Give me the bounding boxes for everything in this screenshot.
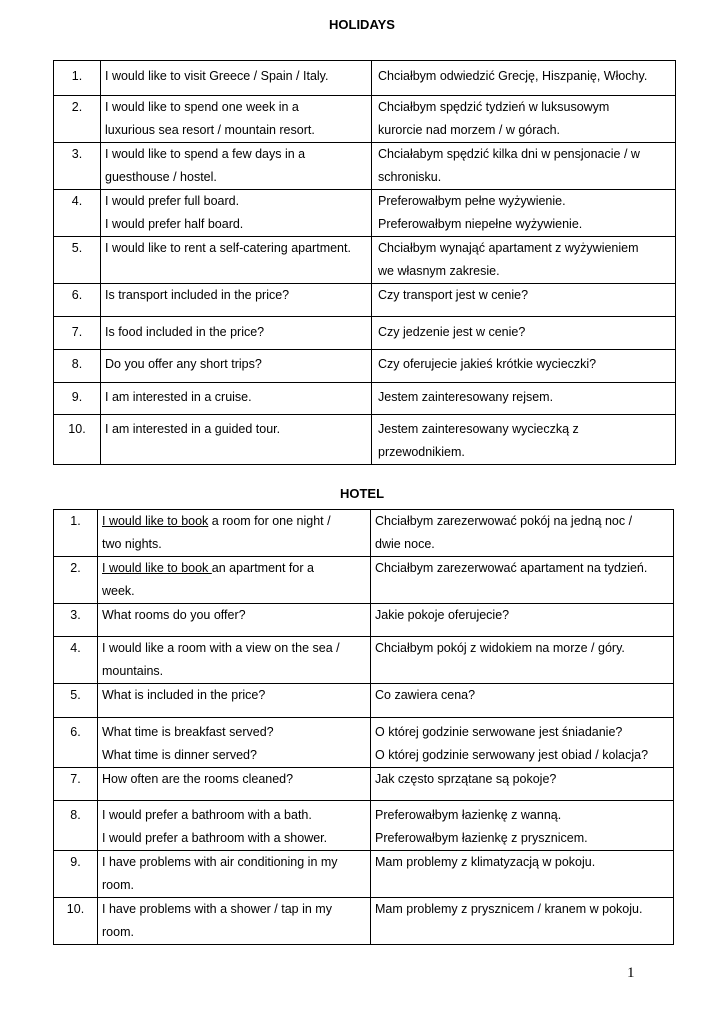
polish-line: Preferowałbym pełne wyżywienie. <box>378 194 566 208</box>
hotel-row <box>54 637 674 684</box>
english-line: guesthouse / hostel. <box>105 170 217 184</box>
holidays-row-number: 6. <box>54 284 101 317</box>
polish-line: Mam problemy z prysznicem / kranem w pokoju. <box>375 902 643 916</box>
holidays-row-number: 5. <box>54 237 101 284</box>
polish-line: Chciałbym zarezerwować pokój na jedną noc / <box>375 514 633 528</box>
holidays-heading: HOLIDAYS <box>329 17 395 32</box>
english-line: week. <box>102 584 135 598</box>
holidays-row-number: 9. <box>54 383 101 415</box>
polish-line: dwie noce. <box>375 537 435 551</box>
holidays-english-phrase <box>101 237 372 284</box>
hotel-row-number: 9. <box>54 851 98 898</box>
holidays-row <box>54 415 676 465</box>
polish-line: Chciałbym odwiedzić Grecję, Hiszpanię, Włochy. <box>378 69 648 83</box>
holidays-polish-translation <box>372 237 676 284</box>
hotel-row <box>54 898 674 945</box>
holidays-polish-translation <box>372 383 676 415</box>
holidays-polish-translation <box>372 61 676 96</box>
holidays-english-phrase <box>101 415 372 465</box>
polish-line: Chciałbym zarezerwować apartament na tydzień. <box>375 561 648 575</box>
english-line: I would prefer a bathroom with a shower. <box>102 831 328 845</box>
polish-line: schronisku. <box>378 170 442 184</box>
polish-line: Jak często sprzątane są pokoje? <box>375 772 557 786</box>
polish-line: Mam problemy z klimatyzacją w pokoju. <box>375 855 596 869</box>
polish-line: przewodnikiem. <box>378 445 465 459</box>
hotel-row-number: 7. <box>54 768 98 801</box>
underlined-phrase: I would like to book <box>102 561 212 575</box>
polish-line: Co zawiera cena? <box>375 688 476 702</box>
hotel-row-number: 2. <box>54 557 98 604</box>
polish-line: Czy transport jest w cenie? <box>378 288 529 302</box>
hotel-table <box>53 509 674 945</box>
hotel-polish-translation <box>371 510 674 557</box>
english-line: I would prefer half board. <box>105 217 244 231</box>
holidays-row <box>54 61 676 96</box>
holidays-row-number: 10. <box>54 415 101 465</box>
hotel-row <box>54 557 674 604</box>
english-line: I have problems with air conditioning in my <box>102 855 338 869</box>
hotel-row-number: 1. <box>54 510 98 557</box>
hotel-row-number: 4. <box>54 637 98 684</box>
hotel-row <box>54 684 674 718</box>
holidays-row-number: 4. <box>54 190 101 237</box>
hotel-row <box>54 604 674 637</box>
underlined-phrase: I would like to book <box>102 514 209 528</box>
english-line: What rooms do you offer? <box>102 608 246 622</box>
hotel-english-phrase <box>98 768 371 801</box>
hotel-english-phrase <box>98 801 371 851</box>
holidays-row-number: 7. <box>54 317 101 350</box>
english-line: luxurious sea resort / mountain resort. <box>105 123 315 137</box>
english-line: I would like a room with a view on the sea / <box>102 641 340 655</box>
english-line: Is food included in the price? <box>105 325 265 339</box>
holidays-polish-translation <box>372 415 676 465</box>
holidays-english-phrase <box>101 317 372 350</box>
hotel-polish-translation <box>371 604 674 637</box>
english-line: two nights. <box>102 537 162 551</box>
english-line: room. <box>102 878 134 892</box>
hotel-english-phrase <box>98 637 371 684</box>
hotel-english-phrase <box>98 851 371 898</box>
polish-line: Czy oferujecie jakieś krótkie wycieczki? <box>378 357 597 371</box>
holidays-row <box>54 350 676 383</box>
holidays-polish-translation <box>372 96 676 143</box>
hotel-row <box>54 768 674 801</box>
hotel-row-number: 3. <box>54 604 98 637</box>
holidays-english-phrase <box>101 383 372 415</box>
holidays-english-phrase <box>101 190 372 237</box>
english-line: How often are the rooms cleaned? <box>102 772 294 786</box>
english-line: What is included in the price? <box>102 688 266 702</box>
holidays-row <box>54 237 676 284</box>
english-line: Do you offer any short trips? <box>105 357 262 371</box>
hotel-english-phrase <box>98 898 371 945</box>
english-line: What time is breakfast served? <box>102 725 274 739</box>
polish-line: Preferowałbym niepełne wyżywienie. <box>378 217 583 231</box>
hotel-english-phrase <box>98 510 371 557</box>
polish-line: Chciałbym pokój z widokiem na morze / góry. <box>375 641 625 655</box>
english-line <box>102 557 366 580</box>
hotel-polish-translation <box>371 851 674 898</box>
english-line: I would like to spend a few days in a <box>105 147 306 161</box>
hotel-polish-translation <box>371 768 674 801</box>
english-line: I would like to rent a self-catering apartment. <box>105 241 351 255</box>
holidays-table <box>53 60 676 465</box>
english-line: Is transport included in the price? <box>105 288 290 302</box>
polish-line: kurorcie nad morzem / w górach. <box>378 123 561 137</box>
holidays-row-number: 3. <box>54 143 101 190</box>
holidays-polish-translation <box>372 190 676 237</box>
hotel-row-number: 10. <box>54 898 98 945</box>
english-line: I would like to spend one week in a <box>105 100 299 114</box>
hotel-english-phrase <box>98 604 371 637</box>
hotel-row-number: 8. <box>54 801 98 851</box>
english-line <box>102 510 366 533</box>
hotel-heading: HOTEL <box>339 486 385 501</box>
holidays-row-number: 1. <box>54 61 101 96</box>
hotel-row <box>54 801 674 851</box>
polish-line: Jestem zainteresowany rejsem. <box>378 390 554 404</box>
polish-line: Chciałbym wynająć apartament z wyżywieniem <box>378 241 639 255</box>
holidays-row <box>54 190 676 237</box>
hotel-english-phrase <box>98 718 371 768</box>
holidays-polish-translation <box>372 350 676 383</box>
hotel-polish-translation <box>371 718 674 768</box>
hotel-row <box>54 510 674 557</box>
hotel-row-number: 6. <box>54 718 98 768</box>
english-line: I would prefer a bathroom with a bath. <box>102 808 312 822</box>
holidays-row-number: 8. <box>54 350 101 383</box>
polish-line: Chciałbym spędzić tydzień w luksusowym <box>378 100 610 114</box>
holidays-english-phrase <box>101 96 372 143</box>
english-line: room. <box>102 925 134 939</box>
polish-line: Chciałabym spędzić kilka dni w pensjonacie / w <box>378 147 640 161</box>
holidays-polish-translation <box>372 317 676 350</box>
polish-line: Czy jedzenie jest w cenie? <box>378 325 526 339</box>
polish-line: Preferowałbym łazienkę z prysznicem. <box>375 831 588 845</box>
polish-line: we własnym zakresie. <box>378 264 500 278</box>
hotel-polish-translation <box>371 637 674 684</box>
holidays-english-phrase <box>101 350 372 383</box>
hotel-polish-translation <box>371 684 674 718</box>
hotel-row <box>54 718 674 768</box>
hotel-row <box>54 851 674 898</box>
english-line-rest: an apartment for a <box>211 561 314 575</box>
holidays-polish-translation <box>372 284 676 317</box>
english-line: mountains. <box>102 664 164 678</box>
holidays-row <box>54 143 676 190</box>
holidays-row-number: 2. <box>54 96 101 143</box>
hotel-row-number: 5. <box>54 684 98 718</box>
polish-line: Preferowałbym łazienkę z wanną. <box>375 808 562 822</box>
polish-line: O której godzinie serwowany jest obiad / kolacja? <box>375 748 649 762</box>
holidays-english-phrase <box>101 143 372 190</box>
holidays-english-phrase <box>101 284 372 317</box>
hotel-polish-translation <box>371 898 674 945</box>
english-line: I have problems with a shower / tap in my <box>102 902 332 916</box>
holidays-polish-translation <box>372 143 676 190</box>
hotel-polish-translation <box>371 557 674 604</box>
hotel-english-phrase <box>98 557 371 604</box>
polish-line: Jakie pokoje oferujecie? <box>375 608 510 622</box>
english-line-rest: a room for one night / <box>208 514 331 528</box>
english-line: I would like to visit Greece / Spain / Italy. <box>105 69 329 83</box>
hotel-polish-translation <box>371 801 674 851</box>
polish-line: Jestem zainteresowany wycieczką z <box>378 422 579 436</box>
holidays-row <box>54 317 676 350</box>
hotel-english-phrase <box>98 684 371 718</box>
english-line: What time is dinner served? <box>102 748 257 762</box>
holidays-row <box>54 383 676 415</box>
english-line: I am interested in a cruise. <box>105 390 252 404</box>
english-line: I would prefer full board. <box>105 194 240 208</box>
english-line: I am interested in a guided tour. <box>105 422 281 436</box>
holidays-english-phrase <box>101 61 372 96</box>
polish-line: O której godzinie serwowane jest śniadanie? <box>375 725 623 739</box>
page-number: 1 <box>627 965 635 981</box>
holidays-row <box>54 284 676 317</box>
holidays-row <box>54 96 676 143</box>
